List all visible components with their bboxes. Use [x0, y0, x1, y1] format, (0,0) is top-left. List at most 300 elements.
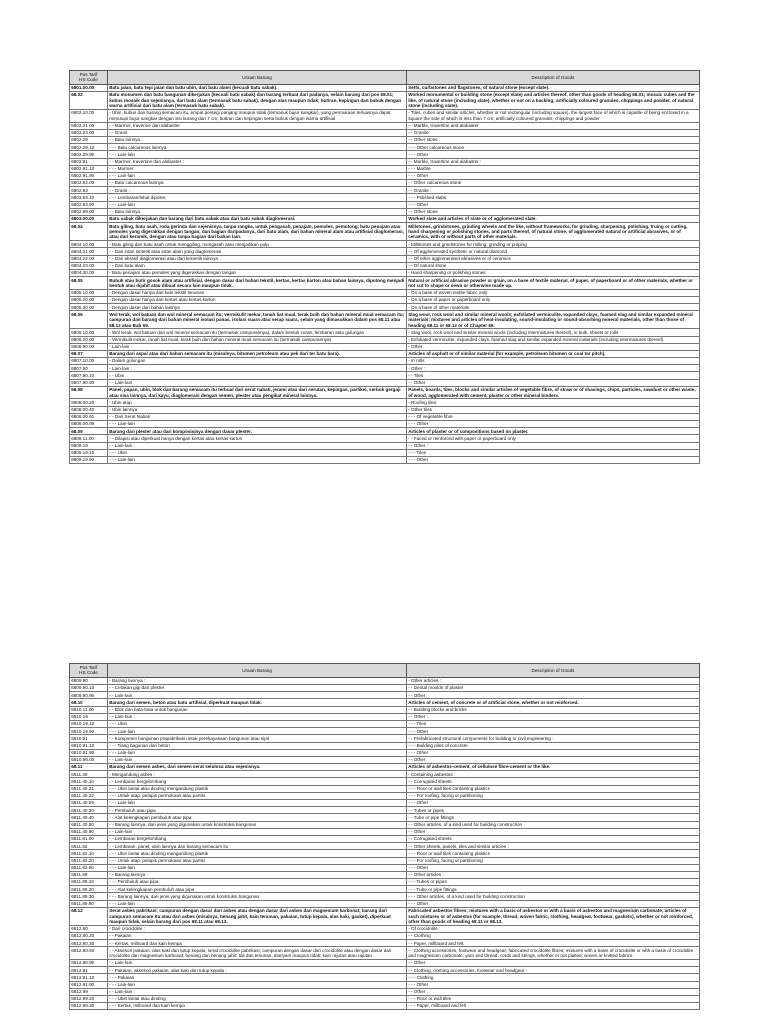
uraian-barang-cell: - - - Lain-lain [108, 800, 407, 807]
hs-code-cell: 6811.40.21 [70, 785, 108, 792]
table-row [70, 172, 700, 179]
description-cell: - Tiles, cubes and similar articles, whether or not rectangular (including square), the largest face of which is capable of being enclosed in a square the side of which is less than 7 cm; artificially coloured granules, chippings and powder [407, 110, 700, 123]
hs-code-cell: 6802.91 [70, 158, 108, 165]
uraian-barang-cell: - - - Lain-lain [108, 864, 407, 871]
table-row [70, 728, 700, 735]
table-row [70, 241, 700, 248]
description-cell: - - - Tubes or pipes [407, 879, 700, 886]
uraian-barang-cell: - - Komponen bangunan prapabrikasi untuk perekayasaan bangunan atau sipil [108, 735, 407, 742]
column-header-uraian-barang: Uraian Barang [108, 71, 407, 85]
uraian-barang-cell: - - Lembaran bergelombang [108, 778, 407, 785]
description-cell: - - Dental moulds of plaster [407, 685, 700, 692]
uraian-barang-cell: Serat asbes pabrikasi; campuran dengan dasar dari asbes atau dengan dasar dari asbes dan magnesium karbonat; barang dari campuran semacam itu atau dari asbes (misalnya, benang jahit, kain tenunan, pakaian, tutup kepala, alas kaki, gasket), diperkuat maupun tidak, selain barang dari pos 68.11 atau 68.13. [108, 907, 407, 925]
hs-code-cell: 6804.30.00 [70, 269, 108, 276]
uraian-barang-cell: Batu jalan, batu tepi jalan dan batu ubin, dari batu alami (kecuali batu sabak). [108, 84, 407, 91]
uraian-barang-cell: - - - Untuk atap, pelapis permukaan atau partisi [108, 792, 407, 799]
uraian-barang-cell: Bubuk atau butir gosok alam atau artifisial, dengan dasar dari bahan tekstil, kertas, kertas karton atau bahan lainnya, dipotong menjadi bentuk atau dijahit atau dibuat secara lain maupun tidak. [108, 277, 407, 290]
uraian-barang-cell: - Mengandung asbes : [108, 771, 407, 778]
uraian-barang-cell: - - Lain-lain [108, 756, 407, 763]
table-1-body [70, 84, 700, 463]
heading-row [70, 907, 700, 925]
uraian-barang-cell: Barang dari semen, beton atau batu artifisial, diperkuat maupun tidak. [108, 699, 407, 706]
hs-code-cell: 6811.40.40 [70, 814, 108, 821]
description-cell: - On a base of other materials [407, 304, 700, 311]
heading-row [70, 311, 700, 329]
table-row [70, 255, 700, 262]
description-cell: - Roofing tiles [407, 399, 700, 406]
uraian-barang-cell: - - Barang lainnya, dari jenis yang digunakan untuk konstruksi bangunan [108, 821, 407, 828]
hs-code-cell: 6812.80.30 [70, 940, 108, 947]
hs-code-cell: 6802.29.90 [70, 151, 108, 158]
hs-code-cell: 6809.90.10 [70, 685, 108, 692]
hs-code-cell: 6812.80.90 [70, 959, 108, 966]
hs-code-cell: 68.11 [70, 764, 108, 771]
table-row [70, 893, 700, 900]
table-row [70, 959, 700, 966]
uraian-barang-cell: - - Lain-lain [108, 379, 407, 386]
description-cell: - Containing asbestos : [407, 771, 700, 778]
table-row [70, 879, 700, 886]
description-cell: Worked slate and articles of slate or of agglomerated slate. [407, 216, 700, 223]
table-row [70, 933, 700, 940]
uraian-barang-cell: - Lain-lain [108, 343, 407, 350]
hs-code-cell: 6804.10.00 [70, 241, 108, 248]
uraian-barang-cell: - Dari crocidolite : [108, 925, 407, 932]
hs-code-cell: 6810.19.90 [70, 728, 108, 735]
hs-code-cell: 6807.10.00 [70, 358, 108, 365]
table-row [70, 144, 700, 151]
hs-code-cell: 6804.23.00 [70, 262, 108, 269]
hs-code-cell: 6808.00.40 [70, 406, 108, 413]
heading-row [70, 223, 700, 241]
table-row [70, 208, 700, 215]
description-cell: - - - Other [407, 172, 700, 179]
uraian-barang-cell: - - Lembaran, panel, ubin lainnya dan barang semacam itu : [108, 843, 407, 850]
hs-code-cell: 6805.30.00 [70, 304, 108, 311]
tariff-table-1 [69, 70, 700, 464]
hs-code-cell: 6811.89 [70, 871, 108, 878]
hs-code-cell: 6811.40.10 [70, 778, 108, 785]
uraian-barang-cell: - - - Kertas, milboard dan kain kempa [108, 1003, 407, 1010]
hs-code-cell: 6812.91.10 [70, 974, 108, 981]
hs-code-cell: 6811.82.10 [70, 850, 108, 857]
uraian-barang-cell: - - - Lain-lain [108, 456, 407, 463]
table-row [70, 358, 700, 365]
uraian-barang-cell: - Ubin lainnya [108, 406, 407, 413]
hs-code-cell: 68.12 [70, 907, 108, 925]
uraian-barang-cell: - - Lain-lain [108, 692, 407, 699]
hs-code-cell: 6802.29 [70, 136, 108, 143]
hs-code-cell: 6805.20.00 [70, 296, 108, 303]
uraian-barang-cell: - Dengan dasar hanya dari kain tekstil tenunan [108, 289, 407, 296]
description-cell: - - - Tube or pipe fittings [407, 886, 700, 893]
column-header-uraian-barang: Uraian Barang [108, 664, 407, 678]
uraian-barang-cell: - - Dilapisi atau diperkuat hanya dengan kertas atau kertas karton [108, 435, 407, 442]
uraian-barang-cell: - - Batu calcareous lainnya [108, 180, 407, 187]
description-cell: - - Paper, millboard and felt [407, 940, 700, 947]
uraian-barang-cell: - - Lembaran bergelombang [108, 835, 407, 842]
table-row [70, 296, 700, 303]
table-row [70, 442, 700, 449]
hs-code-cell: 6811.89.10 [70, 879, 108, 886]
uraian-barang-cell: - - Blok dan bata-bata untuk bangunan [108, 706, 407, 713]
description-cell: - - - Tiles [407, 720, 700, 727]
table-header-row [70, 664, 700, 678]
table-row [70, 262, 700, 269]
description-cell: - - Other calcareous stone [407, 180, 700, 187]
hs-code-cell: 6812.99.30 [70, 1003, 108, 1010]
description-cell: Worked monumental or building stone (except slate) and articles thereof, other than goods of heading 68.01; mosaic cubes and the like, of natural stone (including slate), whether or not on a backing; artificially coloured granules, chippings and powder, of natural stone (including slate). [407, 92, 700, 110]
uraian-barang-cell: - - Lain-lain : [108, 713, 407, 720]
table-row [70, 940, 700, 947]
description-cell: - - Prefabricated structural components for building or civil engineering : [407, 735, 700, 742]
description-cell: - - - Other [407, 981, 700, 988]
description-cell: - - - Clothing [407, 974, 700, 981]
uraian-barang-cell: - - Kertas, milboard dan kain kempa [108, 940, 407, 947]
column-header-hs-code: Pos Tarif HS Code [70, 664, 108, 678]
table-row [70, 814, 700, 821]
description-cell: - On a base of woven textile fabric only [407, 289, 700, 296]
table-row [70, 871, 700, 878]
table-row [70, 857, 700, 864]
table-row [70, 336, 700, 343]
description-cell: - - Tube or pipe fittings [407, 814, 700, 821]
description-cell: - Other articles : [407, 677, 700, 684]
hs-code-cell: 6809.90 [70, 677, 108, 684]
table-row [70, 988, 700, 995]
table-row [70, 180, 700, 187]
hs-code-cell: 6811.89.20 [70, 886, 108, 893]
description-cell: - In rolls [407, 358, 700, 365]
description-cell: - - Corrugated sheets [407, 778, 700, 785]
hs-code-cell: 6812.80.20 [70, 933, 108, 940]
hs-code-cell: 6802.91.90 [70, 172, 108, 179]
table-row [70, 807, 700, 814]
uraian-barang-cell: - - Lain-lain : [108, 442, 407, 449]
hs-code-cell: 6812.80.50 [70, 947, 108, 960]
uraian-barang-cell: - - - Lain-lain [108, 172, 407, 179]
description-cell: - - - For roofing, facing or partitioning [407, 857, 700, 864]
table-row [70, 821, 700, 828]
hs-code-cell: 68.09 [70, 428, 108, 435]
description-cell: Natural or artificial abrasive powder or grain, on a base of textile material, of paper, of paperboard or of other materials, whether or not cut to shape or sewn or otherwise made up. [407, 277, 700, 290]
uraian-barang-cell: - Dalam gulungan [108, 358, 407, 365]
description-cell: - - - Other [407, 201, 700, 208]
uraian-barang-cell: - - - Ubin [108, 449, 407, 456]
table-row [70, 194, 700, 201]
table-row [70, 304, 700, 311]
description-cell: - - Other articles, of a kind used for building construction [407, 821, 700, 828]
table-row [70, 399, 700, 406]
description-cell: - - - Marble [407, 165, 700, 172]
description-cell: - - Other sheets, panels, tiles and similar articles : [407, 843, 700, 850]
table-row [70, 677, 700, 684]
uraian-barang-cell: Panel, papan, ubin, blok dan barang semacam itu terbuat dari serat nabati, jerami atau dari serutan, kepingan, partikel, serbuk gergaji atau sisa lainnya, dari kayu, diaglomerasi dengan semen, plester atau pengikat mineral lainnya. [108, 386, 407, 399]
table-row [70, 329, 700, 336]
hs-code-cell: 6811.82 [70, 843, 108, 850]
column-header-description-of-goods: Description of Goods [407, 664, 700, 678]
table-row [70, 372, 700, 379]
hs-code-cell: 68.08 [70, 386, 108, 399]
description-cell: - - Other [407, 692, 700, 699]
heading-row [70, 92, 700, 110]
table-row [70, 165, 700, 172]
uraian-barang-cell: - - - Marmer [108, 165, 407, 172]
uraian-barang-cell: Barang dari aspal atau dari bahan semacam itu (misalnya, bitumen petroleum atau pek dari ter batu bara). [108, 350, 407, 357]
table-row [70, 828, 700, 835]
table-row [70, 800, 700, 807]
uraian-barang-cell: - - - Lain-lain [108, 201, 407, 208]
description-cell: - - Other stone [407, 208, 700, 215]
description-cell: - - Other articles : [407, 871, 700, 878]
uraian-barang-cell: - - - Lain-lain [108, 981, 407, 988]
heading-row [70, 84, 700, 91]
uraian-barang-cell: - - Marmer, traverine dan alabaster [108, 122, 407, 129]
table-row [70, 122, 700, 129]
hs-code-cell: 6810.99.00 [70, 756, 108, 763]
description-cell: - - - Floor or wall tiles containing plastics [407, 785, 700, 792]
hs-code-cell: 6802.99.00 [70, 208, 108, 215]
table-row [70, 365, 700, 372]
description-cell: - - - Of vegetable fibre [407, 413, 700, 420]
heading-row [70, 277, 700, 290]
description-cell: - - Tubes or pipes [407, 807, 700, 814]
table-row [70, 201, 700, 208]
description-cell: Articles of cement, of concrete or of artificial stone, whether or not reinforced. [407, 699, 700, 706]
uraian-barang-cell: - - Pembuluh atau pipa [108, 807, 407, 814]
table-row [70, 778, 700, 785]
description-cell: - - - Other [407, 151, 700, 158]
description-cell: - Exfoliated vermiculite, expanded clays, foamed slag and similar expanded mineral materials (including intermixtures thereof) [407, 336, 700, 343]
hs-code-cell: 6806.90.00 [70, 343, 108, 350]
table-row [70, 785, 700, 792]
uraian-barang-cell: - - Cetakan gigi dari plester [108, 685, 407, 692]
description-cell: Setts, curbstones and flagstones, of natural stone (except slate). [407, 84, 700, 91]
hs-code-cell: 6802.93.10 [70, 194, 108, 201]
uraian-barang-cell: - - Lain-lain [108, 828, 407, 835]
description-cell: - - Of natural stone [407, 262, 700, 269]
hs-code-cell: 6809.19 [70, 442, 108, 449]
hs-code-cell: 68.05 [70, 277, 108, 290]
hs-code-cell: 6812.80 [70, 925, 108, 932]
description-cell: - - Of other agglomerated abrasives or of ceramics [407, 255, 700, 262]
uraian-barang-cell: - - Aksesori pakaian, alas kaki dan tutup kepala; serat crocidolite pabrikasi; campuran dengan dasar dari crocidolite atau dengan dasar dari crocidolite dan magnesium karbonat; benang dan benang jahit; tali dan tenunan, dianyam maupun tidak; kain rajutan atau rajutan [108, 947, 407, 960]
description-cell: - - Other [407, 379, 700, 386]
table-row [70, 136, 700, 143]
table-row [70, 248, 700, 255]
uraian-barang-cell: - - Batu lainnya : [108, 136, 407, 143]
hs-code-cell: 6810.19 [70, 713, 108, 720]
description-cell: - - Building blocks and bricks [407, 706, 700, 713]
description-cell: - - Other : [407, 988, 700, 995]
uraian-barang-cell: - Barang lainnya : [108, 677, 407, 684]
description-cell: Panels, boards, tiles, blocks and similar articles of vegetable fibre, of straw or of shavings, chips, particles, sawdust or other waste, of wood, agglomerated with cement, plaster or other mineral binders. [407, 386, 700, 399]
hs-code-cell: 6811.40 [70, 771, 108, 778]
hs-code-cell: 6811.40.22 [70, 792, 108, 799]
table-row [70, 792, 700, 799]
description-cell: - - - Other [407, 728, 700, 735]
description-cell: - - - Other [407, 749, 700, 756]
uraian-barang-cell: - - - Ubin lantai atau dinding mengandung plastik [108, 850, 407, 857]
table-row [70, 749, 700, 756]
description-cell: - - Tiles [407, 372, 700, 379]
table-row [70, 720, 700, 727]
description-cell: - - - Tiles [407, 449, 700, 456]
uraian-barang-cell: - - Pakaian [108, 933, 407, 940]
hs-code-cell: 68.10 [70, 699, 108, 706]
table-row [70, 756, 700, 763]
uraian-barang-cell: - - - Ubin lantai atau dinding mengandung plastik [108, 785, 407, 792]
column-header-description-of-goods: Description of Goods [407, 71, 700, 85]
uraian-barang-cell: - - - Lembaran/lebat dipoles [108, 194, 407, 201]
description-cell: - - Other [407, 828, 700, 835]
hs-code-cell: 6804.21.00 [70, 248, 108, 255]
table-row [70, 713, 700, 720]
hs-code-cell: 6802.92.00 [70, 180, 108, 187]
hs-code-cell: 6812.99.20 [70, 995, 108, 1002]
hs-code-cell: 68.02 [70, 92, 108, 110]
description-cell: - - - Other [407, 456, 700, 463]
hs-code-cell: 6803.00.00 [70, 216, 108, 223]
heading-row [70, 699, 700, 706]
description-cell: Slag wool, rock wool and similar mineral wools; exfoliated vermiculite, expanded clays, foamed slag and similar expanded mineral materials; mixtures and articles of heat-insulating, sound-insulating or sound-absorbing mineral materials, other than those of heading 68.11 or 68.12 or of Chapter 69. [407, 311, 700, 329]
description-cell: - - - Polished slabs [407, 194, 700, 201]
hs-code-cell: 6802.10.00 [70, 110, 108, 123]
table-row [70, 151, 700, 158]
hs-code-cell: 6811.40.90 [70, 828, 108, 835]
hs-code-cell: 6810.91.10 [70, 742, 108, 749]
hs-code-cell: 6809.11.00 [70, 435, 108, 442]
uraian-barang-cell: - - - Lain-lain [108, 749, 407, 756]
description-cell: - - Clothing, clothing accessories, footwear and headgear : [407, 967, 700, 974]
heading-row [70, 428, 700, 435]
uraian-barang-cell: - Vermikulit mekar, tanah liat mual, terak buih dan bahan mineral mual semacam itu (termasuk campurannya) [108, 336, 407, 343]
description-cell: - - - Building piles of concrete [407, 742, 700, 749]
description-cell: - - Granite : [407, 187, 700, 194]
hs-code-cell: 6807.90.90 [70, 379, 108, 386]
uraian-barang-cell: - - Ubin [108, 372, 407, 379]
uraian-barang-cell: - - Granit : [108, 187, 407, 194]
description-cell: - - - Other [407, 864, 700, 871]
hs-code-cell: 6812.91.90 [70, 981, 108, 988]
table-row [70, 269, 700, 276]
table-row [70, 981, 700, 988]
description-cell: - - Other stone : [407, 136, 700, 143]
table-row [70, 420, 700, 427]
table-row [70, 449, 700, 456]
description-cell: - - Other : [407, 442, 700, 449]
description-cell: Fabricated asbestos fibres; mixtures with a basis of asbestos or with a basis of asbestos and magnesium carbonate; articles of such mixtures or of asbestos (for example, thread, woven fabric, clothing, headgear, footwear, gaskets), whether or not reinforced, other than goods of heading 68.11 or 68.13. [407, 907, 700, 925]
hs-code-cell: 6802.21.00 [70, 122, 108, 129]
description-cell: - - Other : [407, 713, 700, 720]
table-row [70, 947, 700, 960]
table-row [70, 456, 700, 463]
table-row [70, 995, 700, 1002]
hs-code-cell: 6808.00.20 [70, 399, 108, 406]
description-cell: - - - Other [407, 800, 700, 807]
table-row [70, 289, 700, 296]
description-cell: - - Corrugated sheets [407, 835, 700, 842]
description-cell: - - - Paper, millboard and felt [407, 1003, 700, 1010]
uraian-barang-cell: - - - Tiang bagunan dari beton [108, 742, 407, 749]
hs-code-cell: 6807.90.10 [70, 372, 108, 379]
table-row [70, 187, 700, 194]
hs-code-cell: 68.04 [70, 223, 108, 241]
uraian-barang-cell: Wol terak, wol batuan dan wol mineral semacam itu; vermikulit mekar, tanah liat mual, terak buih dan bahan mineral mual semacam itu; campuran dan barang dari bahan mineral isolasi panas, isolasi suara atau serap suara, selain yang dimasukkan dalam pos 68.11 atau 68.12 atau Bab 69. [108, 311, 407, 329]
hs-code-cell: 6802.93 [70, 187, 108, 194]
table-row [70, 158, 700, 165]
hs-code-cell: 6804.22.00 [70, 255, 108, 262]
hs-code-cell: 6809.19.10 [70, 449, 108, 456]
uraian-barang-cell: - Lain-lain : [108, 365, 407, 372]
description-cell: - - Of agglomerated synthetic or natural diamond [407, 248, 700, 255]
table-row [70, 706, 700, 713]
uraian-barang-cell: - - - Batu calcareous lainnya [108, 144, 407, 151]
table-row [70, 110, 700, 123]
hs-code-cell: 6802.91.10 [70, 165, 108, 172]
table-row [70, 864, 700, 871]
description-cell: - On a base of paper or paperboard only [407, 296, 700, 303]
uraian-barang-cell: - - Pakaian, aksesori pakaian, alas kaki dan tutup kepala : [108, 967, 407, 974]
table-row [70, 742, 700, 749]
table-row [70, 967, 700, 974]
description-cell: - - Granite [407, 129, 700, 136]
uraian-barang-cell: - - Lain-lain [108, 959, 407, 966]
description-cell: Articles of plaster or of compositions based on plaster. [407, 428, 700, 435]
uraian-barang-cell: - Batu giling dan batu asah untuk menggiling, mengasah atau menjadikan pulp [108, 241, 407, 248]
hs-code-cell: 6809.19.90 [70, 456, 108, 463]
table-row [70, 835, 700, 842]
description-cell: - - - Floor or wall tiles containing plastics [407, 850, 700, 857]
column-header-hs-code: Pos Tarif HS Code [70, 71, 108, 85]
uraian-barang-cell: - - - Lain-lain [108, 151, 407, 158]
table-header-row [70, 71, 700, 85]
hs-code-cell: 6802.29.10 [70, 144, 108, 151]
description-cell: - - - Other [407, 900, 700, 907]
hs-code-cell: 6802.23.00 [70, 129, 108, 136]
table-row [70, 692, 700, 699]
heading-row [70, 350, 700, 357]
uraian-barang-cell: Barang dari plester atau dari komposisinya dengan dasar plester. [108, 428, 407, 435]
uraian-barang-cell: Batu monumen dan batu bangunan dikerjakan (kecuali batu sabak) dan barang terbuat dari padanya, selain barang dari pos 68.01; kubus mosaik dan sejenisnya, dari batu alam (termasuk batu sabak), dengan alas maupun tidak; butiran, kepingan dan bubuk dengan warna artifisial dari batu alam (termasuk batu sabak). [108, 92, 407, 110]
uraian-barang-cell: - - - Ubin [108, 720, 407, 727]
hs-code-cell: 6802.93.90 [70, 201, 108, 208]
uraian-barang-cell: - - Dari Serat Nabati [108, 413, 407, 420]
description-cell: - - Clothing accessories, footwear and headgear; fabricated crocidolite fibres; mixtures with a basis of crocidolite or with a basis of crocidolite and magnesium carbonate; yarn and thread; cords and strings, whether or not plaited; woven or knitted fabrics [407, 947, 700, 960]
uraian-barang-cell: - - - Pembuluh atau pipa [108, 879, 407, 886]
hs-code-cell: 6810.91.90 [70, 749, 108, 756]
heading-row [70, 216, 700, 223]
description-cell: - Other tiles [407, 406, 700, 413]
uraian-barang-cell: - - - Lain-lain [108, 900, 407, 907]
uraian-barang-cell: - - Marmer, travertine dan alabaster : [108, 158, 407, 165]
hs-code-cell: 6810.11.00 [70, 706, 108, 713]
description-cell: - Other [407, 343, 700, 350]
table-row [70, 379, 700, 386]
hs-code-cell: 6812.91 [70, 967, 108, 974]
uraian-barang-cell: - - Granit [108, 129, 407, 136]
description-cell: - Other : [407, 365, 700, 372]
heading-row [70, 386, 700, 399]
description-cell: - - - For roofing, facing or partitioning [407, 792, 700, 799]
description-cell: - - - Floor or wall tiles [407, 995, 700, 1002]
description-cell: - - - Other articles, of a kind used for building construction [407, 893, 700, 900]
uraian-barang-cell: - - - Ubin lantai atau dinding [108, 995, 407, 1002]
hs-code-cell: 6811.40.29 [70, 800, 108, 807]
hs-code-cell: 6809.90.90 [70, 692, 108, 699]
hs-code-cell: 6807.90 [70, 365, 108, 372]
uraian-barang-cell: - - Alat kelengkapan pembuluh atau pipa [108, 814, 407, 821]
